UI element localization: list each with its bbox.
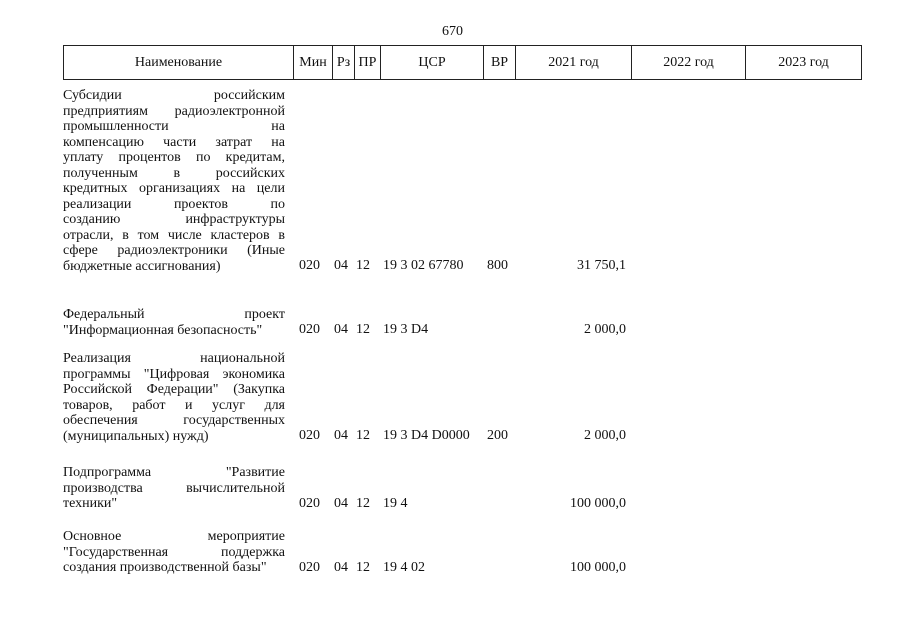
row-name-line: "Государственная поддержка <box>63 544 285 560</box>
table-row <box>63 351 862 444</box>
cell-min: 020 <box>299 322 320 337</box>
cell-min: 020 <box>299 258 320 273</box>
cell-csr: 19 4 02 <box>383 559 425 575</box>
cell-pr: 12 <box>356 322 370 337</box>
cell-min: 020 <box>299 428 320 443</box>
row-name-line: программы "Цифровая экономика <box>63 366 285 382</box>
cell-rz: 04 <box>334 495 348 511</box>
header-rz: Рз <box>332 46 354 79</box>
row-name <box>63 88 285 274</box>
cell-vr: 200 <box>487 428 508 443</box>
cell-rz: 04 <box>334 258 348 273</box>
row-name-line: Российской Федерации" (Закупка <box>63 382 285 397</box>
cell-vr: 800 <box>487 258 508 273</box>
table-header <box>63 45 862 80</box>
row-name-line: производства вычислительной <box>63 480 285 496</box>
header-vr: ВР <box>483 46 515 79</box>
row-name-line: Основное мероприятие <box>63 529 285 544</box>
row-name-line: бюджетные ассигнования) <box>63 258 221 274</box>
header-name: Наименование <box>134 54 223 70</box>
row-name-line: сфере радиоэлектроники (Иные <box>63 243 285 258</box>
row-name-line: техники" <box>63 496 118 511</box>
cell-pr: 12 <box>356 258 370 273</box>
table-row <box>63 307 862 338</box>
row-name-line: "Информационная безопасность" <box>63 322 263 338</box>
row-name-line: кредитных организациях на цели <box>63 181 285 196</box>
cell-2021: 100 000,0 <box>570 495 626 511</box>
row-name-line: товаров, работ и услуг для <box>63 397 285 413</box>
cell-csr: 19 3 D4 <box>383 322 429 337</box>
cell-2021: 100 000,0 <box>570 559 626 575</box>
cell-csr: 19 3 D4 D0000 <box>383 428 470 443</box>
cell-2021: 31 750,1 <box>577 258 626 273</box>
row-name-line: Подпрограмма "Развитие <box>63 465 285 480</box>
cell-2021: 2 000,0 <box>584 428 626 443</box>
table-row <box>63 88 862 274</box>
row-name-line: Реализация национальной <box>63 351 285 366</box>
row-name-line: созданию инфраструктуры <box>63 212 285 227</box>
header-pr: ПР <box>354 46 380 79</box>
row-name-line: промышленности на <box>63 119 285 134</box>
cell-min: 020 <box>299 559 320 575</box>
cell-rz: 04 <box>334 322 348 337</box>
row-name-line: предприятиям радиоэлектронной <box>63 103 285 119</box>
row-name-line: уплату процентов по кредитам, <box>63 150 285 165</box>
cell-rz: 04 <box>334 428 348 443</box>
table-row <box>63 465 862 512</box>
row-name <box>63 465 285 512</box>
row-name <box>63 307 285 338</box>
cell-2021: 2 000,0 <box>584 322 626 337</box>
row-name-line: Субсидии российским <box>63 88 285 103</box>
row-name-line: создания производственной базы" <box>63 560 267 575</box>
cell-pr: 12 <box>356 428 370 443</box>
cell-min: 020 <box>299 495 320 511</box>
row-name-line: полученным в российских <box>63 165 285 181</box>
cell-pr: 12 <box>356 559 370 575</box>
cell-csr: 19 3 02 67780 <box>383 258 464 273</box>
header-csr: ЦСР <box>380 46 483 79</box>
row-name-line: компенсацию части затрат на <box>63 134 285 150</box>
cell-rz: 04 <box>334 559 348 575</box>
header-2023: 2023 год <box>745 46 861 79</box>
header-2021: 2021 год <box>515 46 631 79</box>
header-min: Мин <box>293 46 332 79</box>
row-name-line: реализации проектов по <box>63 196 285 212</box>
row-name-line: обеспечения государственных <box>63 413 285 428</box>
header-2022: 2022 год <box>631 46 745 79</box>
table-row <box>63 529 862 576</box>
row-name <box>63 351 285 444</box>
row-name <box>63 529 285 576</box>
cell-csr: 19 4 <box>383 495 408 511</box>
cell-pr: 12 <box>356 495 370 511</box>
page-number: 670 <box>442 24 463 39</box>
row-name-line: (муниципальных) нужд) <box>63 428 209 444</box>
row-name-line: отрасли, в том числе кластеров в <box>63 227 285 243</box>
row-name-line: Федеральный проект <box>63 307 285 322</box>
